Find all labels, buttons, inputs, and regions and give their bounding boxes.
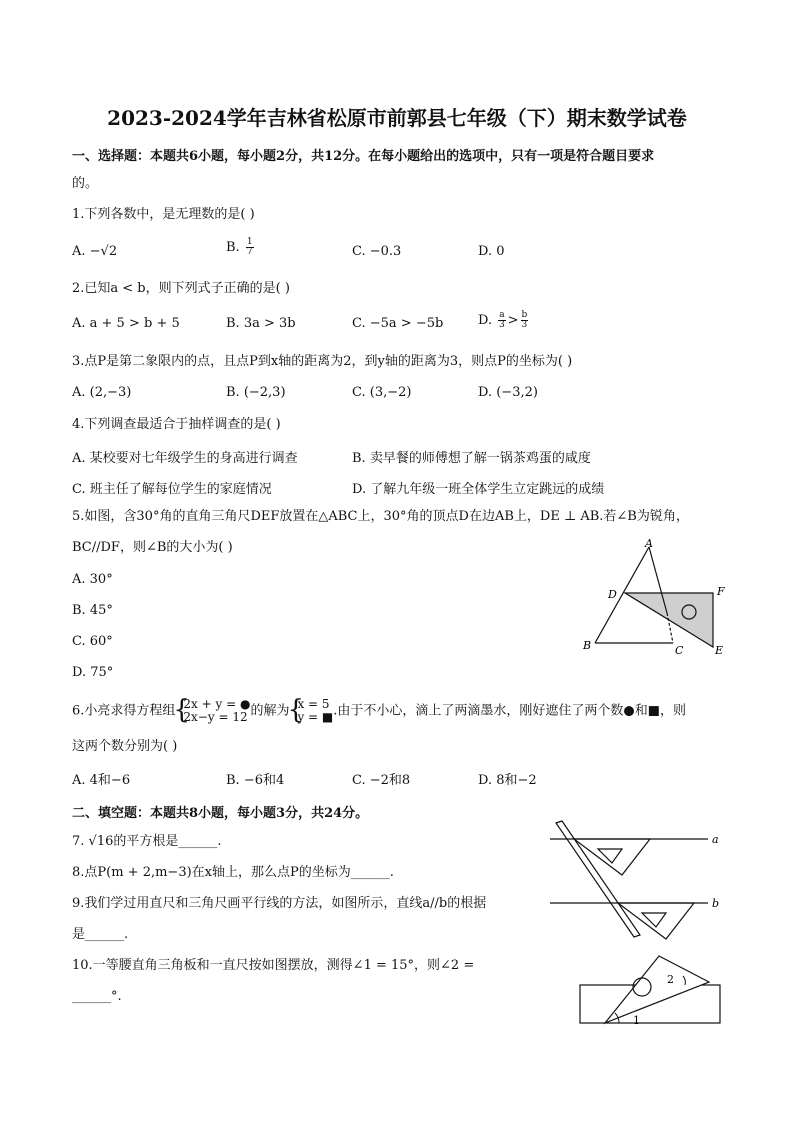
q6-stem bbox=[72, 698, 686, 724]
q6-mid: 的解为 bbox=[250, 703, 290, 719]
label-a-line: a bbox=[712, 833, 719, 846]
set-square-bottom bbox=[618, 903, 694, 939]
q1-option-c: C. −0.3 bbox=[352, 244, 402, 259]
q6-option-b: B. −6和4 bbox=[226, 773, 285, 788]
q9-line2: 是______. bbox=[72, 927, 129, 942]
q3-stem: 3.点P是第二象限内的点，且点P到x轴的距离为2，到y轴的距离为3，则点P的坐标为( ) bbox=[72, 354, 573, 369]
label-angle-1: 1 bbox=[633, 1014, 640, 1027]
q2-stem: 2.已知a < b，则下列式子正确的是( ) bbox=[72, 281, 290, 296]
q10-line1: 10.一等腰直角三角板和一直尺按如图摆放，测得∠1 = 15°，则∠2 = bbox=[72, 958, 475, 973]
q2-d-num2: b bbox=[521, 310, 528, 320]
q1-option-b bbox=[226, 238, 256, 257]
q1-stem: 1.下列各数中，是无理数的是( ) bbox=[72, 207, 255, 222]
q6-system bbox=[175, 698, 250, 724]
page-title: 2023-2024学年吉林省松原市前郭县七年级（下）期末数学试卷 bbox=[107, 106, 687, 130]
label-b: B bbox=[583, 639, 592, 652]
section2-header: 二、填空题：本题共8小题，每小题3分，共24分。 bbox=[72, 806, 369, 821]
q3-option-c: C. (3,−2) bbox=[352, 385, 412, 400]
q6-eq1: { 2x + y = ● bbox=[183, 697, 251, 711]
q2-option-a: A. a + 5 > b + 5 bbox=[72, 316, 180, 331]
q3-option-d: D. (−3,2) bbox=[478, 385, 538, 400]
q4-option-d: D. 了解九年级一班全体学生立定跳远的成绩 bbox=[352, 482, 605, 497]
q2-option-d-prefix: D. bbox=[478, 313, 493, 328]
set-square-top-hole bbox=[598, 849, 622, 863]
q1-b-denominator: 7 bbox=[246, 247, 253, 257]
q6-option-d: D. 8和−2 bbox=[478, 773, 537, 788]
q6-solution bbox=[289, 698, 333, 724]
set-square-top bbox=[574, 839, 650, 875]
section1-header-line2: 的。 bbox=[72, 176, 99, 191]
label-b-line: b bbox=[712, 897, 720, 910]
q5-triangle-figure bbox=[575, 535, 735, 660]
q5-option-d: D. 75° bbox=[72, 665, 114, 680]
label-d: D bbox=[608, 588, 617, 601]
q6-option-a: A. 4和−6 bbox=[72, 773, 131, 788]
q1-option-a: A. −√2 bbox=[72, 244, 118, 259]
q2-option-b: B. 3a > 3b bbox=[226, 316, 296, 331]
q4-option-a: A. 某校要对七年级学生的身高进行调查 bbox=[72, 451, 298, 466]
q6-line2: 这两个数分别为( ) bbox=[72, 739, 178, 754]
q3-option-b: B. (−2,3) bbox=[226, 385, 286, 400]
q6-option-c: C. −2和8 bbox=[352, 773, 411, 788]
q6-eq2: 2x−y = 12 bbox=[183, 710, 248, 724]
label-f: F bbox=[717, 585, 725, 598]
q3-option-a: A. (2,−3) bbox=[72, 385, 132, 400]
label-a: A bbox=[645, 537, 653, 550]
q1-option-b-prefix: B. bbox=[226, 240, 240, 255]
q10-line2: ______°. bbox=[72, 989, 122, 1004]
q4-option-b: B. 卖早餐的师傅想了解一锅茶鸡蛋的咸度 bbox=[352, 451, 591, 466]
q9-line1: 9.我们学过用直尺和三角尺画平行线的方法，如图所示，直线a//b的根据 bbox=[72, 896, 487, 911]
section1-header-line1: 一、选择题：本题共6小题，每小题2分，共12分。在每小题给出的选项中，只有一项是符合题目要求 bbox=[72, 149, 655, 164]
label-c: C bbox=[675, 644, 684, 657]
set-square-bottom-hole bbox=[642, 913, 666, 927]
q2-option-d bbox=[478, 311, 530, 330]
q2-d-op: > bbox=[507, 313, 519, 328]
label-e: E bbox=[715, 644, 724, 657]
q1-b-numerator: 1 bbox=[246, 237, 253, 247]
q6-suffix: .由于不小心，滴上了两滴墨水，刚好遮住了两个数●和■，则 bbox=[333, 703, 687, 719]
q6-prefix: 6.小亮求得方程组 bbox=[72, 703, 176, 719]
q5-stem-line1: 5.如图，含30°角的直角三角尺DEF放置在△ABC上，30°角的顶点D在边AB上，DE ⊥ AB.若∠B为锐角， bbox=[72, 509, 689, 524]
q5-option-b: B. 45° bbox=[72, 603, 113, 618]
q9-parallel-figure bbox=[540, 815, 730, 945]
label-angle-2: 2 bbox=[667, 973, 674, 986]
q2-d-num1: a bbox=[499, 310, 505, 320]
q4-stem: 4.下列调查最适合于抽样调查的是( ) bbox=[72, 417, 281, 432]
q6-sol1: { x = 5 bbox=[297, 697, 330, 711]
q5-option-c: C. 60° bbox=[72, 634, 113, 649]
q6-sol2: y = ■ bbox=[297, 710, 334, 724]
q8-text: 8.点P(m + 2,m−3)在x轴上，那么点P的坐标为______. bbox=[72, 865, 394, 880]
q1-option-d: D. 0 bbox=[478, 244, 505, 259]
q2-d-den2: 3 bbox=[521, 320, 528, 330]
q10-ruler-figure bbox=[575, 950, 725, 1028]
q4-option-c: C. 班主任了解每位学生的家庭情况 bbox=[72, 482, 272, 497]
q2-option-c: C. −5a > −5b bbox=[352, 316, 444, 331]
q5-stem-line2: BC//DF，则∠B的大小为( ) bbox=[72, 540, 233, 555]
isosceles-set-square bbox=[605, 956, 709, 1023]
q5-option-a: A. 30° bbox=[72, 572, 113, 587]
q7-text: 7. √16的平方根是______. bbox=[72, 834, 222, 849]
q2-d-den1: 3 bbox=[499, 320, 505, 330]
